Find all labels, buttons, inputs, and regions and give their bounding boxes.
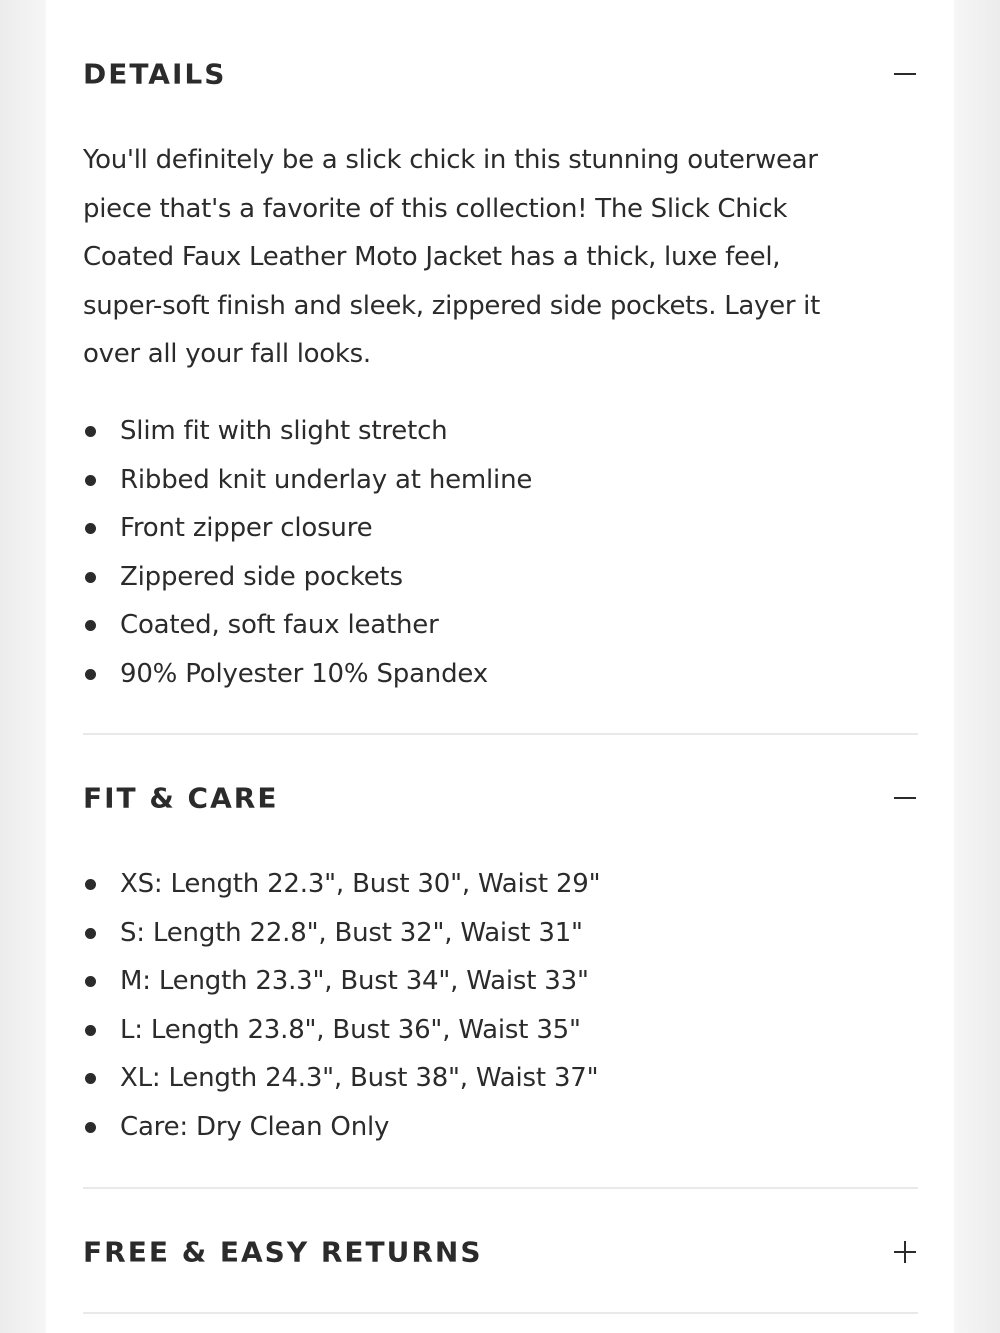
bullet-icon [85,1122,96,1133]
fit-care-title: FIT & CARE [83,781,279,815]
list-item: Zippered side pockets [83,553,918,602]
bullet-icon [85,928,96,939]
list-item: Front zipper closure [83,504,918,553]
list-item: Coated, soft faux leather [83,601,918,650]
details-accordion-header[interactable] [83,44,918,104]
list-item: Ribbed knit underlay at hemline [83,456,918,505]
bullet-icon [85,620,96,631]
bullet-icon [85,426,96,437]
bullet-icon [85,1025,96,1036]
bullet-icon [85,572,96,583]
minus-icon[interactable] [894,787,916,809]
list-item: M: Length 23.3", Bust 34", Waist 33" [83,957,918,1006]
description-line: piece that's a favorite of this collection! The Slick Chick [83,193,788,224]
section-divider [83,1187,918,1189]
list-item: S: Length 22.8", Bust 32", Waist 31" [83,909,918,958]
details-title: DETAILS [83,57,227,91]
bullet-icon [85,669,96,680]
returns-accordion-header[interactable] [83,1222,918,1282]
list-item: Care: Dry Clean Only [83,1103,918,1152]
bullet-icon [85,879,96,890]
fit-care-bullet-list [83,860,918,1152]
section-divider [83,733,918,735]
bullet-icon [85,1073,96,1084]
product-info-panel [46,0,954,1333]
list-item: XS: Length 22.3", Bust 30", Waist 29" [83,860,918,909]
bullet-icon [85,976,96,987]
returns-title: FREE & EASY RETURNS [83,1235,483,1269]
description-line: super-soft finish and sleek, zippered side pockets. Layer it [83,290,821,321]
bullet-icon [85,475,96,486]
description-line: Coated Faux Leather Moto Jacket has a thick, luxe feel, [83,242,781,273]
list-item: Slim fit with slight stretch [83,407,918,456]
details-description [83,136,918,379]
plus-icon[interactable] [894,1241,916,1263]
description-line: You'll definitely be a slick chick in this stunning outerwear [83,145,818,175]
list-item: L: Length 23.8", Bust 36", Waist 35" [83,1006,918,1055]
section-divider [83,1312,918,1314]
list-item: XL: Length 24.3", Bust 38", Waist 37" [83,1054,918,1103]
fit-care-accordion-header[interactable] [83,768,918,828]
minus-icon[interactable] [894,63,916,85]
bullet-icon [85,523,96,534]
description-line: over all your fall looks. [83,339,371,370]
details-bullet-list [83,407,918,699]
list-item: 90% Polyester 10% Spandex [83,650,918,699]
